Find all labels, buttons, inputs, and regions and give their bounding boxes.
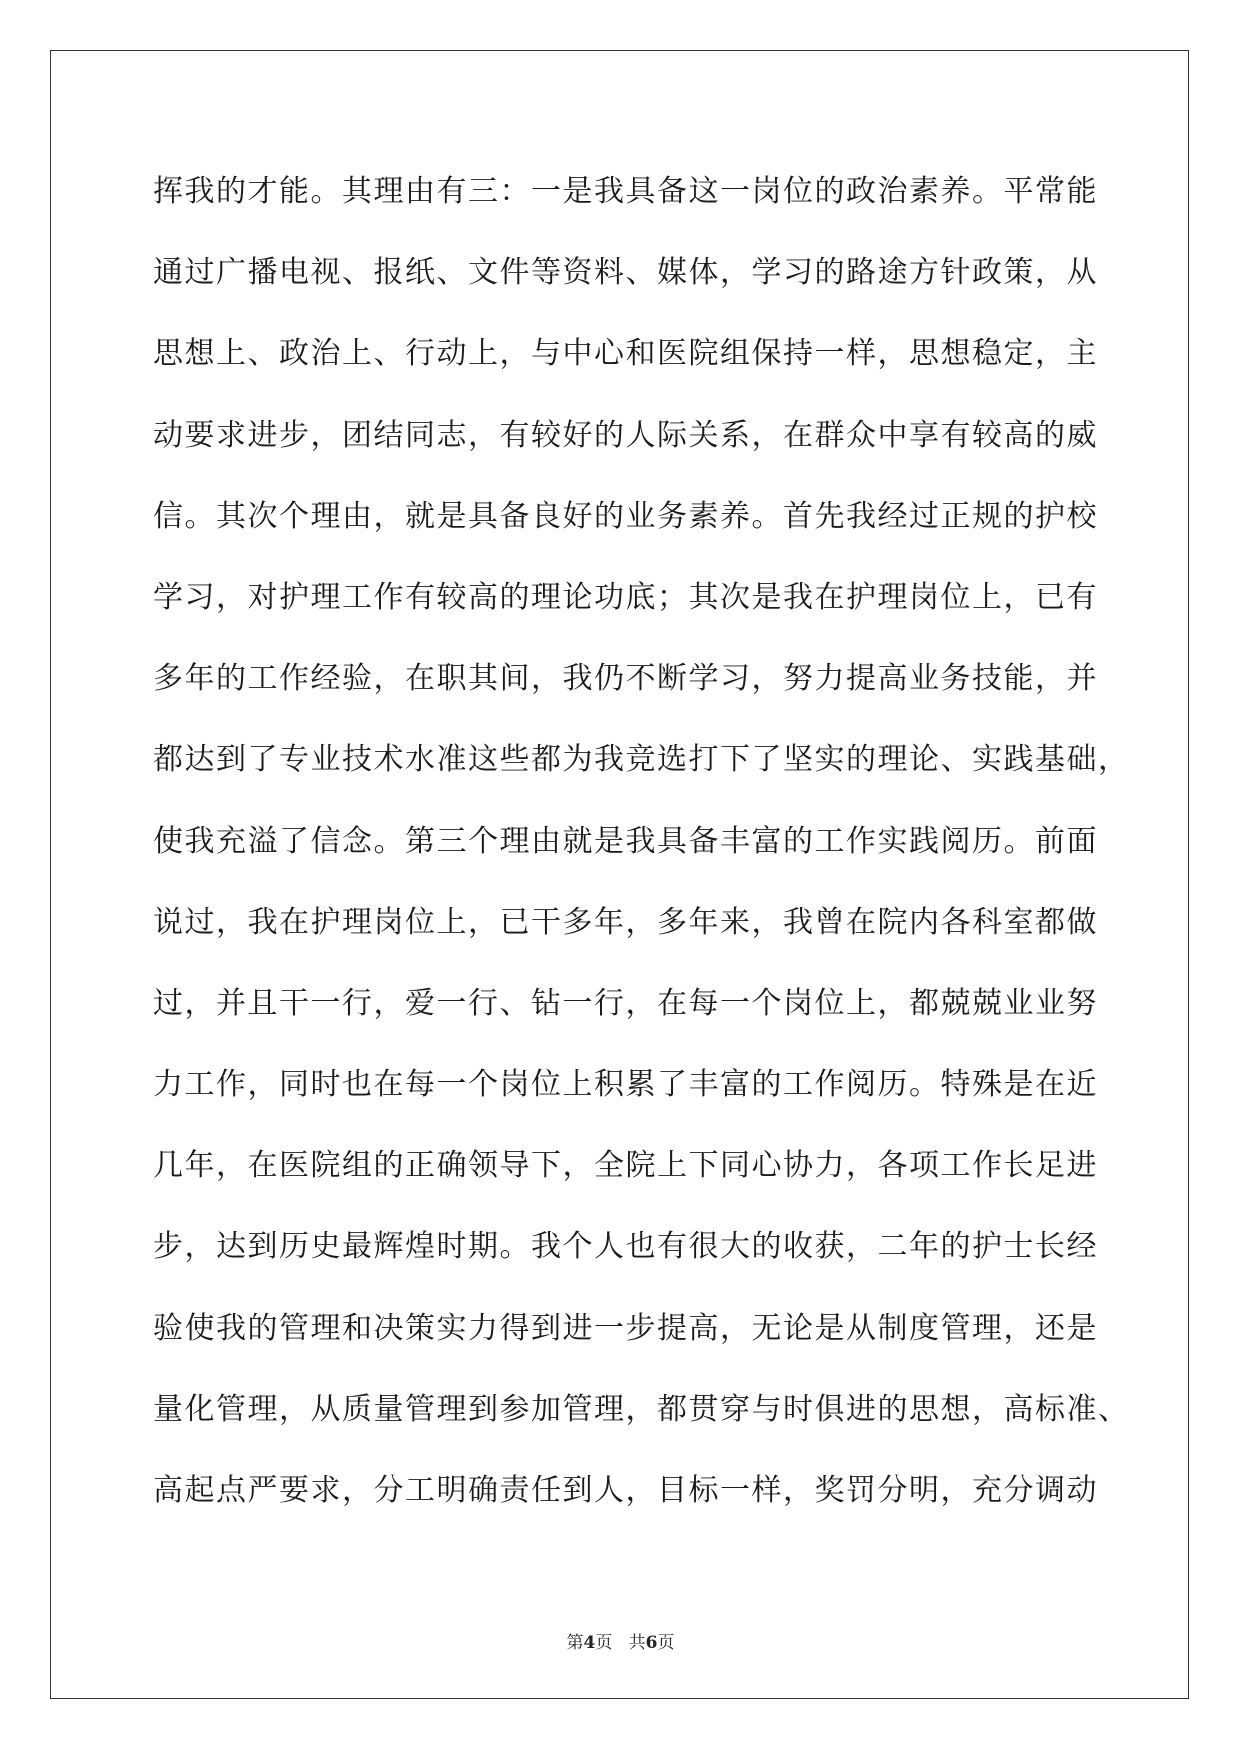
footer-total-pages: 6	[645, 1633, 658, 1653]
document-body	[153, 162, 1130, 1542]
footer-total-suffix: 页	[657, 1633, 675, 1653]
footer-total-prefix: 共	[628, 1633, 646, 1653]
text-line: 多年的工作经验，在职其间，我仍不断学习，努力提高业务技能，并	[153, 661, 1098, 697]
page-footer	[0, 1628, 1241, 1653]
text-line: 量化管理，从质量管理到参加管理，都贯穿与时俱进的思想，高标准、	[153, 1391, 1130, 1427]
text-line: 过，并且干一行，爱一行、钻一行，在每一个岗位上，都兢兢业业努	[153, 985, 1098, 1021]
text-line: 通过广播电视、报纸、文件等资料、媒体，学习的路途方针政策，从	[153, 255, 1098, 291]
text-line: 都达到了专业技术水准这些都为我竞选打下了坚实的理论、实践基础，	[153, 742, 1130, 778]
text-line: 几年，在医院组的正确领导下，全院上下同心协力，各项工作长足进	[153, 1148, 1098, 1184]
text-line: 验使我的管理和决策实力得到进一步提高，无论是从制度管理，还是	[153, 1310, 1098, 1346]
footer-page-prefix: 第	[566, 1633, 584, 1653]
text-line: 步，达到历史最辉煌时期。我个人也有很大的收获，二年的护士长经	[153, 1229, 1098, 1265]
footer-page-suffix: 页	[595, 1633, 613, 1653]
text-line: 动要求进步，团结同志，有较好的人际关系，在群众中享有较高的威	[153, 417, 1098, 453]
text-line: 高起点严要求，分工明确责任到人，目标一样，奖罚分明，充分调动	[153, 1473, 1098, 1508]
text-line: 学习，对护理工作有较高的理论功底；其次是我在护理岗位上，已有	[153, 579, 1098, 615]
text-line: 思想上、政治上、行动上，与中心和医院组保持一样，思想稳定，主	[153, 336, 1098, 372]
text-line: 信。其次个理由，就是具备良好的业务素养。首先我经过正规的护校	[153, 498, 1098, 534]
text-line: 力工作，同时也在每一个岗位上积累了丰富的工作阅历。特殊是在近	[153, 1067, 1098, 1103]
text-line: 挥我的才能。其理由有三：一是我具备这一岗位的政治素养。平常能	[153, 174, 1098, 209]
text-line: 说过，我在护理岗位上，已干多年，多年来，我曾在院内各科室都做	[153, 904, 1098, 940]
text-line: 使我充溢了信念。第三个理由就是我具备丰富的工作实践阅历。前面	[153, 823, 1098, 859]
footer-page-number: 4	[583, 1633, 596, 1653]
